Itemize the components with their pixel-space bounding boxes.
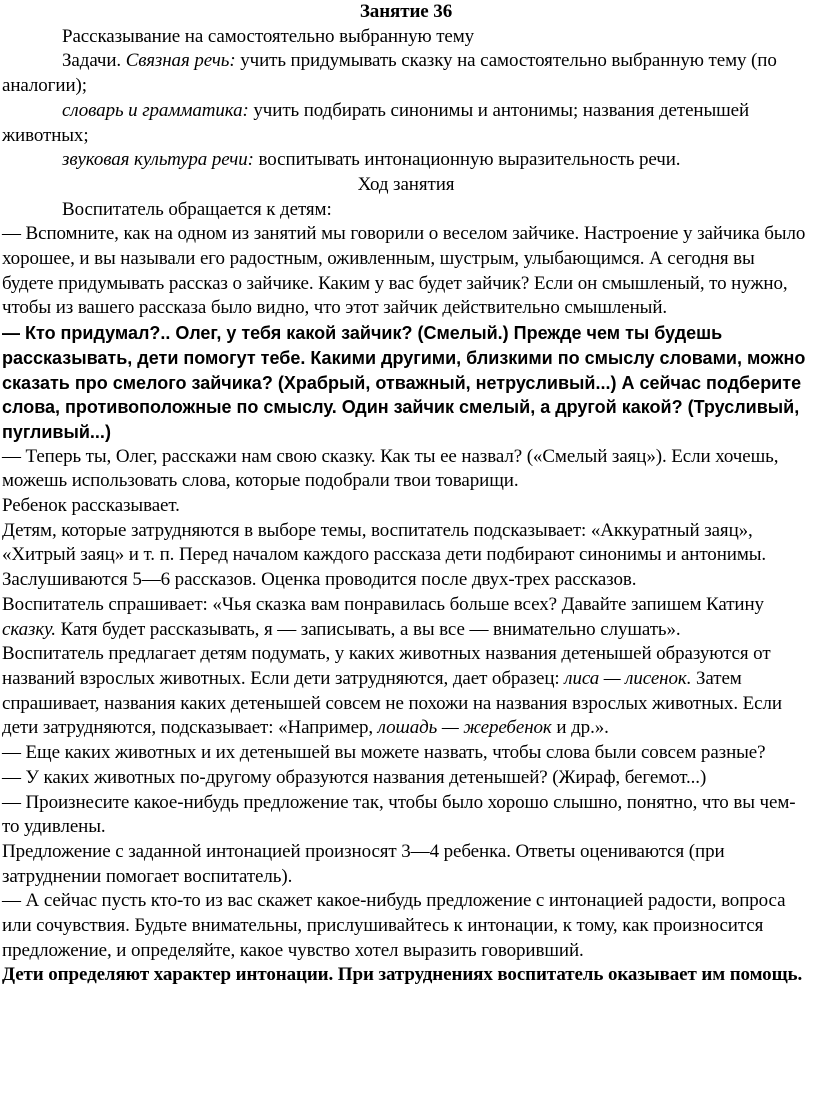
p8-text-e: и др.». [551,717,609,739]
paragraph-12: Предложение с заданной интонацией произносят 3—4 ребенка. Ответы оцениваются (при затруднении помогает воспитатель). [2,840,725,887]
tasks-vocabulary [2,99,810,148]
coherent-speech-text: учить придумывать сказку на самостоятельно выбранную тему (по аналогии); [2,50,777,97]
p8-text-a: Воспитатель предлагает детям подумать, у каких животных названия детенышей образуются от названий взрослых животных. Если дети затрудняются, дает образец: [2,643,771,689]
course-heading: Ход занятия [357,173,455,195]
paragraph-1: — Вспомните, как на одном из занятий мы говорили о веселом зайчике. Настроение у зайчика было хорошее, и вы называли его радостным, оживленным, шустрым, улыбающимся. А сегодня вы будете придумывать рассказ о зайчике. Каким у вас будет зайчик? Если он смышленый, то нужно, чтобы из вашего рассказа было видно, что этот зайчик действительно смышленый. [2,223,806,319]
p8-text-c: Затем спрашивает, названия каких детенышей совсем не похожи на названия взрослых животных. Если дети затрудняются, подсказывает: «Например, [2,667,782,739]
coherent-speech-label: Связная речь: [125,50,236,72]
sound-culture-text: воспитывать интонационную выразительность речи. [253,149,681,171]
intro-paragraph: Воспитатель обращается к детям: [62,198,332,220]
tasks-lead: Задачи. [62,50,126,72]
paragraph-9: — Еще каких животных и их детенышей вы можете назвать, чтобы слова были совсем разные? [2,742,766,764]
paragraph-7 [2,593,810,642]
p7-text-a: Воспитатель спрашивает: «Чья сказка вам понравилась больше всех? Давайте запишем Катину [2,593,764,615]
paragraph-11: — Произнесите какое-нибудь предложение так, чтобы было хорошо слышно, понятно, что вы чем-то удивлены. [2,791,796,838]
paragraph-5: Детям, которые затрудняются в выборе темы, воспитатель подсказывает: «Аккуратный заяц», «Хитрый заяц» и т. п. Перед началом каждого рассказа дети подбирают синонимы и антонимы. [2,519,767,566]
p7-text-c: Катя будет рассказывать, я — записывать, а вы все — внимательно слушать». [55,618,681,640]
vocabulary-label: словарь и грамматика: [62,99,249,121]
vocabulary-text: учить подбирать синонимы и антонимы; названия детенышей животных; [2,99,750,146]
paragraph-4: Ребенок рассказывает. [2,495,180,517]
p8-italic-example-1: лиса — лисенок. [564,667,692,689]
lesson-title: Занятие 36 [359,1,453,22]
paragraph-8 [2,642,810,741]
paragraph-6: Заслушиваются 5—6 рассказов. Оценка проводится после двух-трех рассказов. [2,569,637,591]
sound-culture-label: звуковая культура речи: [62,149,254,171]
paragraph-13: — А сейчас пусть кто-то из вас скажет какое-нибудь предложение с интонацией радости, вопроса или сочувствия. Будьте внимательны, прислушивайтесь к интонации, к тому, как произносится предложение, и определяйте, какое чувство хотел выразить говоривший. [2,890,786,961]
tasks-sound-culture [2,148,810,173]
tasks-coherent-speech [2,49,810,98]
p7-italic: сказку. [2,618,56,640]
paragraph-14: Дети определяют характер интонации. При затруднениях воспитатель оказывает им помощь. [2,964,803,986]
paragraph-3: — Теперь ты, Олег, расскажи нам свою сказку. Как ты ее назвал? («Смелый заяц»). Если хочешь, можешь использовать слова, которые подобрали твои товарищи. [2,445,779,492]
p8-italic-example-2: лошадь — жеребенок [377,717,552,739]
paragraph-10: — У каких животных по-другому образуются названия детенышей? (Жираф, бегемот...) [2,766,707,788]
lesson-topic: Рассказывание на самостоятельно выбранную тему [62,25,475,47]
paragraph-2: — Кто придумал?.. Олег, у тебя какой зайчик? (Смелый.) Прежде чем ты будешь рассказывать, дети помогут тебе. Какими другими, близкими по смыслу словами, можно сказать про смелого зайчика? (Храбрый, отважный, нетрусливый...) А сейчас подберите слова, противоположные по смыслу. Один зайчик смелый, а другой какой? (Трусливый, пугливый...) [2,323,806,442]
